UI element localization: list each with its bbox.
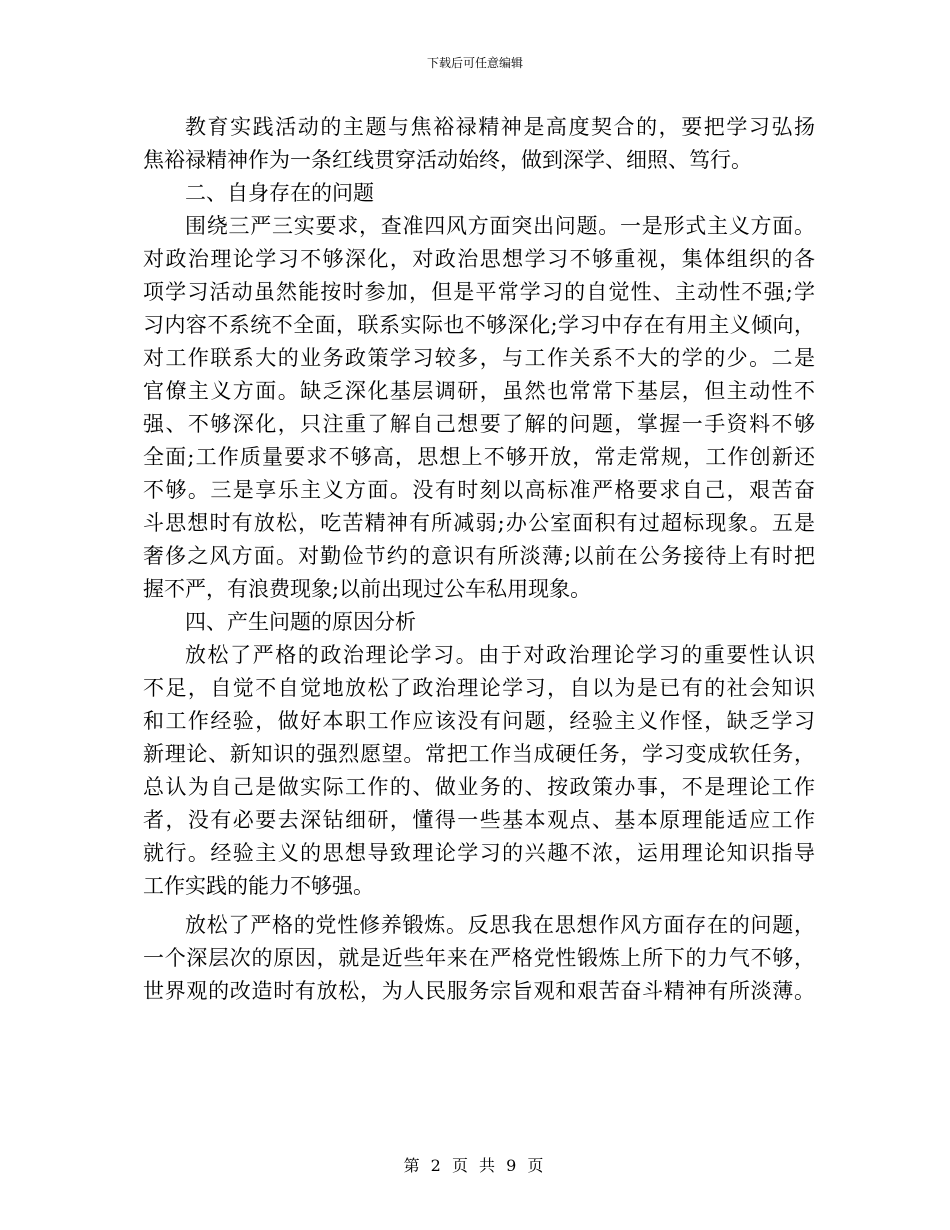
paragraph-line: 放松了严格的党性修养锻炼。反思我在思想作风方面存在的问题， bbox=[185, 913, 815, 937]
paragraph-line: 新理论、新知识的强烈愿望。常把工作当成硬任务，学习变成软任务， bbox=[143, 742, 815, 766]
paragraph-line: 不足，自觉不自觉地放松了政治理论学习，自以为是已有的社会知识 bbox=[143, 676, 815, 700]
paragraph-line: 对政治理论学习不够深化，对政治思想学习不够重视，集体组织的各 bbox=[143, 247, 815, 271]
paragraph-line: 斗思想时有放松，吃苦精神有所减弱;办公室面积有过超标现象。五是 bbox=[143, 511, 815, 535]
paragraph-line: 不够。三是享乐主义方面。没有时刻以高标准严格要求自己，艰苦奋 bbox=[143, 478, 815, 502]
paragraph-line: 者，没有必要去深钻细研，懂得一些基本观点、基本原理能适应工作 bbox=[143, 808, 815, 832]
paragraph-line: 习内容不系统不全面，联系实际也不够深化;学习中存在有用主义倾向， bbox=[143, 313, 815, 337]
paragraph-line: 放松了严格的政治理论学习。由于对政治理论学习的重要性认识 bbox=[185, 643, 815, 667]
paragraph-line: 就行。经验主义的思想导致理论学习的兴趣不浓，运用理论知识指导 bbox=[143, 841, 815, 865]
paragraph-line: 项学习活动虽然能按时参加，但是平常学习的自觉性、主动性不强;学 bbox=[143, 280, 815, 304]
paragraph-line: 官僚主义方面。缺乏深化基层调研，虽然也常常下基层，但主动性不 bbox=[143, 379, 815, 403]
paragraph-line: 总认为自己是做实际工作的、做业务的、按政策办事，不是理论工作 bbox=[143, 775, 815, 799]
paragraph-line: 和工作经验，做好本职工作应该没有问题，经验主义作怪，缺乏学习 bbox=[143, 709, 815, 733]
paragraph-line: 强、不够深化，只注重了解自己想要了解的问题，掌握一手资料不够 bbox=[143, 412, 815, 436]
paragraph-line: 世界观的改造时有放松，为人民服务宗旨观和艰苦奋斗精神有所淡薄。 bbox=[143, 979, 815, 1003]
paragraph-line: 全面;工作质量要求不够高，思想上不够开放，常走常规，工作创新还 bbox=[143, 445, 815, 469]
paragraph-line: 奢侈之风方面。对勤俭节约的意识有所淡薄;以前在公务接待上有时把 bbox=[143, 544, 815, 568]
page-number: 第 2 页 共 9 页 bbox=[403, 1156, 547, 1175]
section-heading: 二、自身存在的问题 bbox=[185, 181, 374, 205]
paragraph-line: 焦裕禄精神作为一条红线贯穿活动始终，做到深学、细照、笃行。 bbox=[143, 148, 752, 172]
paragraph-line: 一个深层次的原因，就是近些年来在严格党性锻炼上所下的力气不够， bbox=[143, 946, 815, 970]
document-body bbox=[143, 111, 815, 1008]
paragraph-line: 围绕三严三实要求，查准四风方面突出问题。一是形式主义方面。 bbox=[185, 214, 815, 238]
paragraph-line: 工作实践的能力不够强。 bbox=[143, 874, 374, 898]
paragraph-line: 对工作联系大的业务政策学习较多，与工作关系不大的学的少。二是 bbox=[143, 346, 815, 370]
paragraph-line: 教育实践活动的主题与焦裕禄精神是高度契合的，要把学习弘扬 bbox=[185, 115, 815, 139]
section-heading: 四、产生问题的原因分析 bbox=[185, 610, 416, 634]
paragraph-line: 握不严，有浪费现象;以前出现过公车私用现象。 bbox=[143, 577, 592, 601]
page-header: 下载后可任意编辑 bbox=[426, 56, 523, 70]
